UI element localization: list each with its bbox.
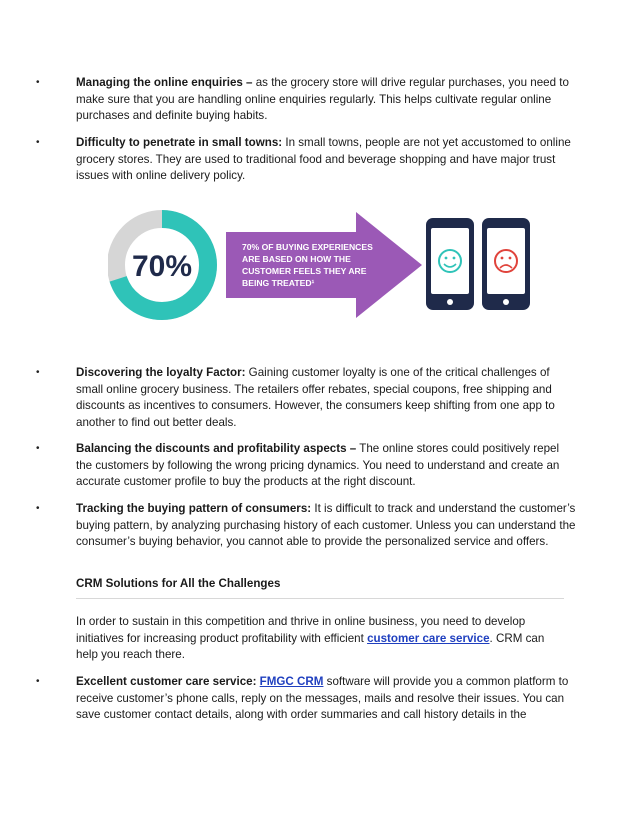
bullet-title: Balancing the discounts and profitability aspects –: [76, 442, 357, 455]
fmgc-crm-link[interactable]: FMGC CRM: [259, 675, 324, 688]
bullet-text: It is difficult to track and understand the customer’s buying pattern, by analyzing purchasing history of each customer. Unless you can understand the consumer’s buying behavior, you cannot able to provide the personalized service and offers.: [76, 502, 576, 548]
percent-label: 70%: [131, 250, 193, 283]
arrow-banner: [226, 212, 422, 318]
arrow-line-4: BEING TREATED¹: [242, 278, 315, 288]
happy-phone-icon: [426, 218, 474, 310]
bullet-dot: •: [36, 443, 40, 454]
arrow-line-1: 70% OF BUYING EXPERIENCES: [242, 242, 373, 252]
customer-experience-infographic: [108, 206, 538, 324]
section-divider: [76, 598, 564, 599]
bullet-small-towns: [36, 135, 576, 185]
arrow-line-3: CUSTOMER FEELS THEY ARE: [242, 266, 367, 276]
bullet-title: Difficulty to penetrate in small towns:: [76, 136, 283, 149]
bullet-discounts-profitability: [36, 441, 576, 491]
intro-paragraph: [76, 614, 566, 664]
bullet-customer-care: [36, 674, 576, 724]
bullet-dot: •: [36, 503, 40, 514]
bullet-text: The online stores could positively repel the customers by following the wrong pricing dynamics. You need to understand and create an accurate customer profile to buy the products at the right discount.: [76, 442, 560, 488]
customer-care-service-link[interactable]: customer care service: [367, 631, 490, 645]
bullet-text: Gaining customer loyalty is one of the critical challenges of small online grocery business. The retailers offer rebates, special coupons, free shipping and discounts as incentives to consumers. However, the consumers keep shifting from one app to another to find out better deals.: [76, 366, 555, 429]
bullet-dot: •: [36, 676, 40, 687]
bullet-title: Excellent customer care service:: [76, 675, 260, 688]
sad-phone-icon: [482, 218, 530, 310]
arrow-line-2: ARE BASED ON HOW THE: [242, 254, 351, 264]
bullet-text: In small towns, people are not yet accustomed to online grocery stores. They are used to traditional food and beverage shopping and have major trust issues with online delivery policy.: [76, 136, 571, 182]
bullet-dot: •: [36, 77, 40, 88]
section-heading: CRM Solutions for All the Challenges: [76, 577, 281, 590]
bullet-text: as the grocery store will drive regular purchases, you need to make sure that you are handling online enquiries regularly. This helps cultivate regular online purchases and definite buying habits.: [76, 76, 569, 122]
bullet-loyalty-factor: [36, 365, 576, 431]
bullet-dot: •: [36, 137, 40, 148]
intro-text-before: In order to sustain in this competition and thrive in online business, you need to develop initiatives for increasing product profitability with efficient: [76, 615, 526, 645]
bullet-dot: •: [36, 367, 40, 378]
bullet-managing-enquiries: [36, 75, 576, 125]
bullet-buying-pattern: [36, 501, 576, 551]
bullet-title: Tracking the buying pattern of consumers:: [76, 502, 312, 515]
bullet-text: software will provide you a common platform to receive customer’s phone calls, reply on the messages, mails and resolve their issues. You can save customer contact details, along with order summaries and call history details in the: [76, 675, 569, 721]
intro-text-after: . CRM can help you reach there.: [76, 631, 545, 661]
bullet-title: Managing the online enquiries –: [76, 76, 253, 89]
bullet-title: Discovering the loyalty Factor:: [76, 366, 246, 379]
